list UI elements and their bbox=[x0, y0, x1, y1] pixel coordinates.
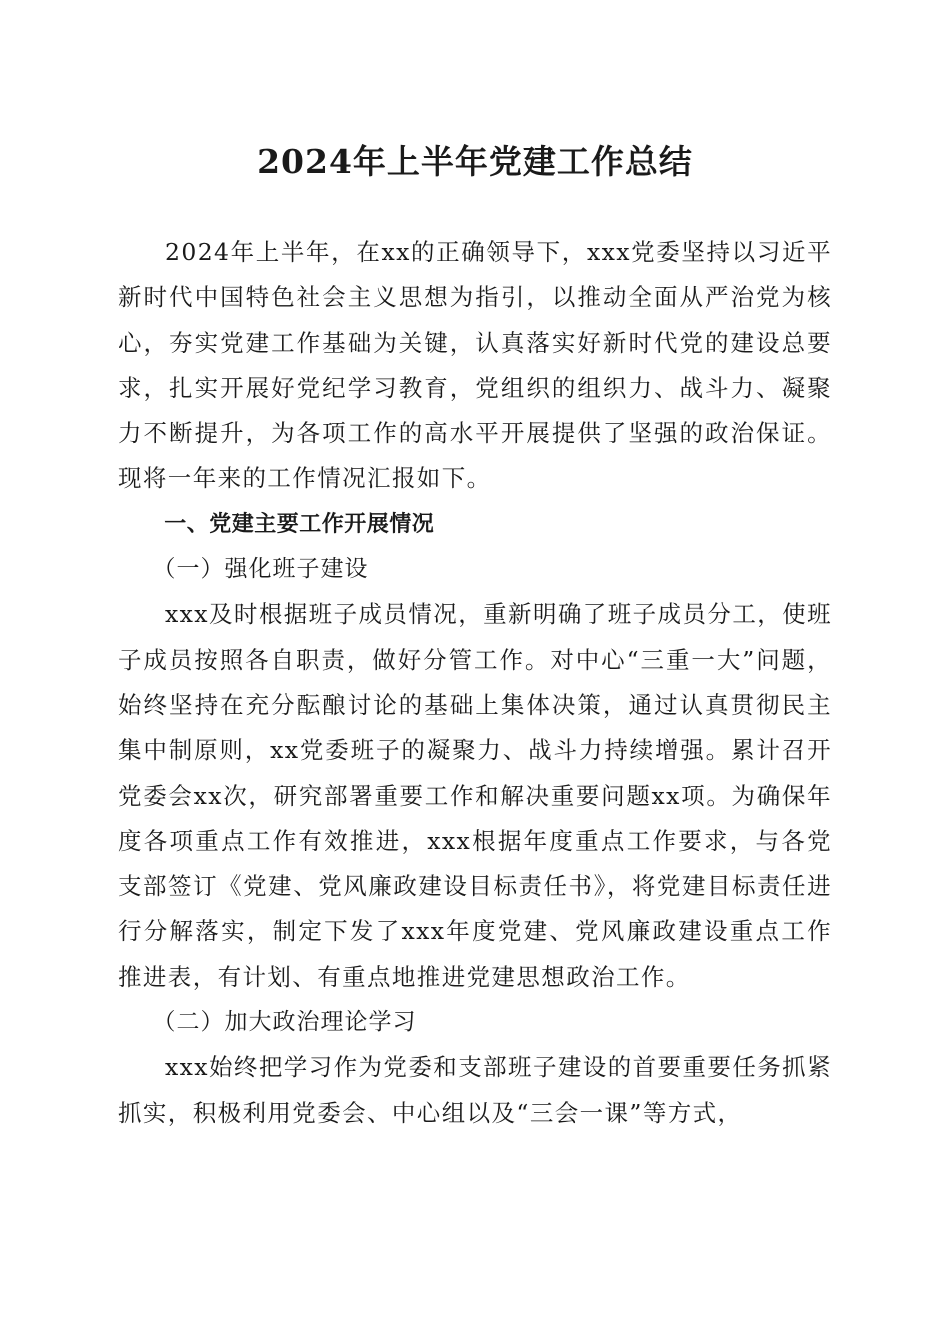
document-body bbox=[118, 230, 832, 1136]
section-heading: 一、党建主要工作开展情况 bbox=[164, 511, 435, 537]
subsection-paragraph-2: xxx始终把学习作为党委和支部班子建设的首要重要任务抓紧抓实，积极利用党委会、中心组以及“三会一课”等方式， bbox=[118, 1053, 832, 1127]
subsection-heading-1: （一）强化班子建设 bbox=[152, 556, 369, 583]
intro-paragraph: 2024年上半年，在xx的正确领导下，xxx党委坚持以习近平新时代中国特色社会主义思想为指引，以推动全面从严治党为核心，夯实党建工作基础为关键，认真落实好新时代党的建设总要求，扎实开展好党纪学习教育，党组织的组织力、战斗力、凝聚力不断提升，为各项工作的高水平开展提供了坚强的政治保证。现将一年来的工作情况汇报如下。 bbox=[118, 238, 832, 493]
document-title: 2024年上半年党建工作总结 bbox=[257, 142, 693, 181]
subsection-heading-2: （二）加大政治理论学习 bbox=[152, 1009, 417, 1036]
subsection-paragraph-1: xxx及时根据班子成员情况，重新明确了班子成员分工，使班子成员按照各自职责，做好分管工作。对中心“三重一大”问题，始终坚持在充分酝酿讨论的基础上集体决策，通过认真贯彻民主集中制原则，xx党委班子的凝聚力、战斗力持续增强。累计召开党委会xx次，研究部署重要工作和解决重要问题xx项。为确保年度各项重点工作有效推进，xxx根据年度重点工作要求，与各党支部签订《党建、党风廉政建设目标责任书》，将党建目标责任进行分解落实，制定下发了xxx年度党建、党风廉政建设重点工作推进表，有计划、有重点地推进党建思想政治工作。 bbox=[118, 600, 832, 991]
